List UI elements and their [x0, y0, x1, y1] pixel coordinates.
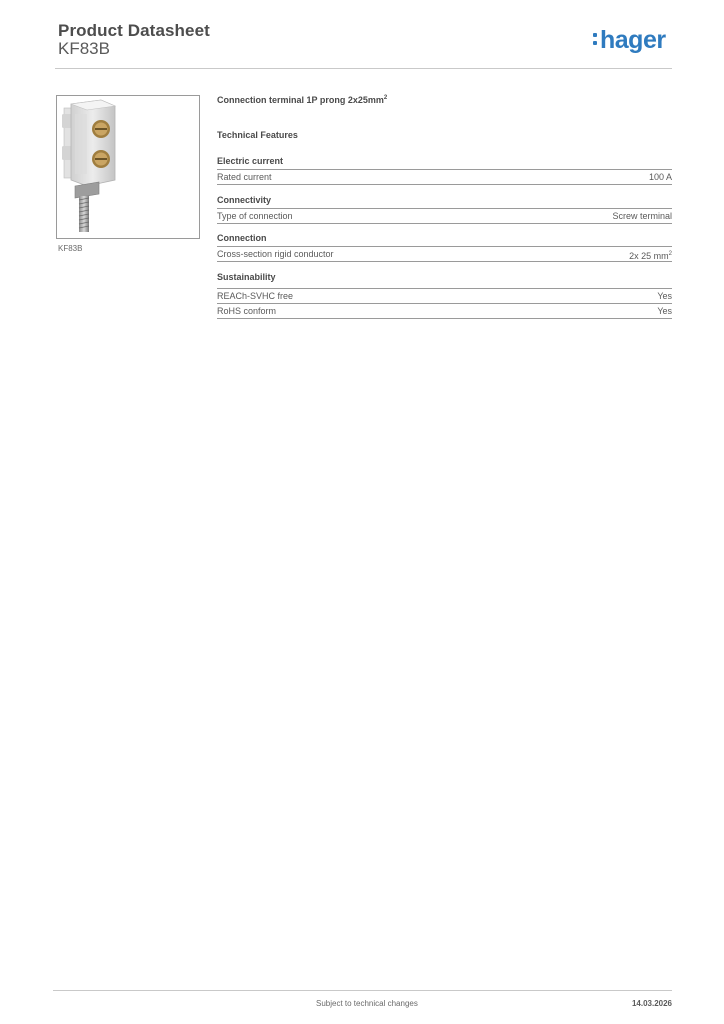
- feature-group-sustainability: [217, 272, 672, 319]
- row-value: Yes: [657, 291, 672, 301]
- feature-group-connectivity: [217, 195, 672, 224]
- table-row: [217, 304, 672, 319]
- group-title: Electric current: [217, 156, 672, 170]
- row-label: Type of connection: [217, 211, 293, 221]
- footer-divider: [53, 990, 672, 991]
- table-row: [217, 170, 672, 185]
- row-label: Rated current: [217, 172, 272, 182]
- header-divider: [55, 68, 672, 69]
- terminal-illustration-icon: [57, 96, 199, 238]
- brand-logo: [593, 28, 666, 53]
- row-label: RoHS conform: [217, 306, 277, 316]
- table-row: [217, 289, 672, 304]
- row-value: 100 A: [648, 172, 672, 182]
- product-code: KF83B: [58, 39, 110, 58]
- product-name: Connection terminal 1P prong $2x25mm^2$: [217, 95, 388, 105]
- logo-text: hager: [600, 26, 666, 54]
- section-heading: Technical Features: [217, 130, 298, 140]
- footer-date: 14.03.2026: [631, 999, 672, 1008]
- group-title: Connectivity: [217, 195, 672, 209]
- row-label: Cross-section rigid conductor: [217, 249, 334, 259]
- group-title: Sustainability: [217, 272, 672, 289]
- row-value: Screw terminal: [612, 211, 672, 221]
- row-label: REACh-SVHC free: [217, 291, 294, 301]
- logo-dots-icon: [593, 30, 598, 48]
- group-title: Connection: [217, 233, 672, 247]
- footer-note: Subject to technical changes: [316, 999, 418, 1008]
- feature-group-electric-current: [217, 156, 672, 185]
- page-title: Product Datasheet: [58, 21, 210, 40]
- row-value: 2x 25 $mm^2$: [629, 251, 672, 261]
- table-row: [217, 247, 672, 262]
- feature-group-connection: [217, 233, 672, 262]
- product-image: [56, 95, 200, 239]
- table-row: [217, 209, 672, 224]
- row-value: Yes: [657, 306, 672, 316]
- image-caption: KF83B: [58, 244, 83, 253]
